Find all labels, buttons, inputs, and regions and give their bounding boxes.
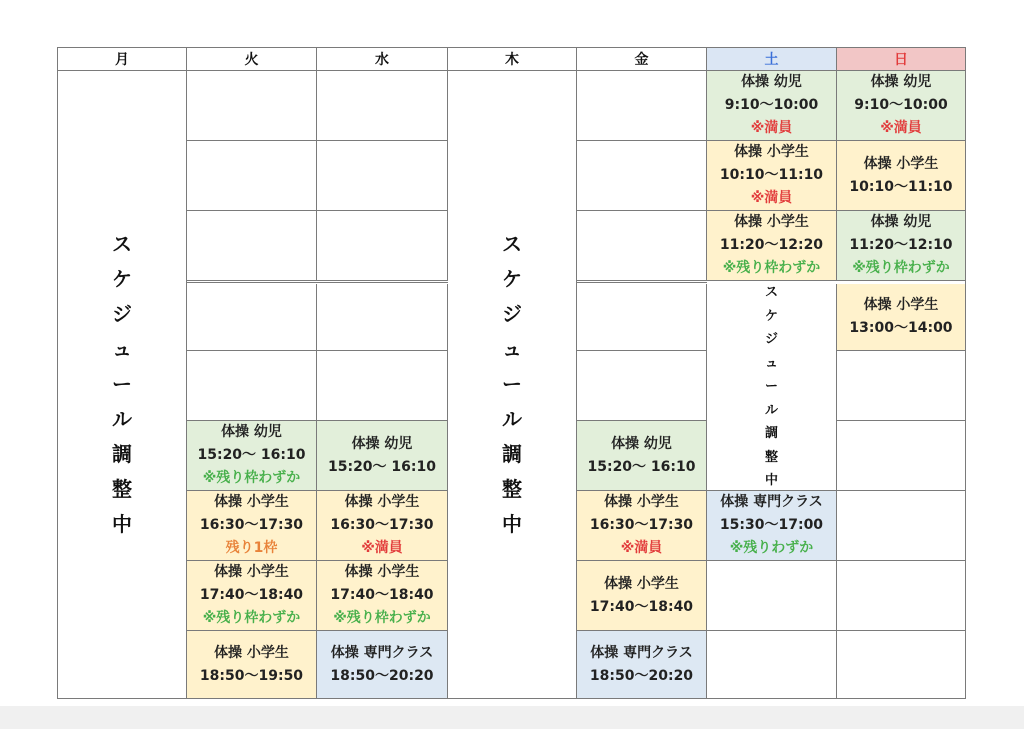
class-time: 15:20～ 16:10	[327, 458, 436, 475]
class-title: 体操 小学生	[863, 155, 939, 172]
wed-empty-slot	[317, 211, 448, 281]
fri-empty-slot	[577, 211, 707, 281]
class-time: 16:30～17:30	[199, 517, 304, 533]
vertical-char: 中	[502, 512, 522, 536]
class-availability: ※残り枠わずか	[333, 610, 431, 626]
vertical-char: 中	[764, 473, 778, 489]
wed-class-cell	[317, 631, 448, 698]
vertical-char: ュ	[764, 355, 778, 371]
section-divider	[577, 280, 707, 283]
vertical-char: 整	[764, 449, 778, 465]
vertical-char: ー	[764, 379, 778, 395]
class-time: 15:20～ 16:10	[587, 458, 696, 475]
wed-class-cell	[317, 561, 448, 631]
class-time: 18:50～19:50	[199, 667, 304, 684]
sun-empty-slot	[837, 561, 965, 631]
fri-class-cell	[577, 491, 707, 561]
wed-empty-slot	[317, 351, 448, 421]
vertical-char: ケ	[502, 267, 522, 291]
class-time: 11:20～12:20	[719, 237, 824, 253]
class-title: 体操 専門クラス	[590, 644, 693, 661]
vertical-char: ケ	[764, 308, 778, 324]
sat-empty-slot	[707, 561, 837, 631]
vertical-char: ュ	[112, 337, 132, 361]
vertical-char: ジ	[112, 302, 132, 326]
class-time: 17:40～18:40	[199, 587, 304, 603]
class-availability: ※残り枠わずか	[202, 470, 301, 486]
fri-empty-slot	[577, 351, 707, 421]
tue-class-cell	[187, 491, 317, 561]
header-tue: 火	[187, 48, 317, 71]
class-time: 15:30～17:00	[719, 517, 824, 533]
class-time: 16:30～17:30	[330, 517, 434, 533]
class-title: 体操 小学生	[734, 144, 809, 160]
vertical-char: ス	[502, 232, 522, 256]
sat-class-cell	[707, 141, 837, 211]
class-title: 体操 幼児	[741, 74, 802, 90]
sat-class-cell	[707, 211, 837, 281]
class-title: 体操 幼児	[870, 74, 932, 90]
tue-class-cell	[187, 631, 317, 698]
vertical-char: 整	[502, 477, 522, 501]
class-time: 18:50～20:20	[589, 667, 694, 684]
vertical-char: ー	[112, 372, 132, 396]
vertical-char: ル	[764, 402, 778, 418]
sun-class-cell	[837, 211, 965, 281]
fri-empty-slot	[577, 71, 707, 141]
class-time: 13:00～14:00	[849, 320, 953, 336]
class-title: 体操 幼児	[611, 435, 672, 452]
wed-empty-slot	[317, 141, 448, 211]
class-title: 体操 専門クラス	[330, 644, 434, 661]
class-availability: ※残り枠わずか	[852, 260, 950, 276]
sun-empty-slot	[837, 351, 965, 421]
wed-class-cell	[317, 491, 448, 561]
tue-empty-slot	[187, 284, 317, 351]
class-availability: ※満員	[750, 190, 793, 206]
sun-class-cell	[837, 141, 965, 211]
header-mon: 月	[58, 48, 187, 71]
mon-column	[58, 71, 187, 698]
tue-empty-slot	[187, 141, 317, 211]
class-title: 体操 小学生	[863, 297, 939, 313]
tue-empty-slot	[187, 71, 317, 141]
vertical-char: 調	[112, 442, 132, 466]
sat-class-cell	[707, 491, 837, 561]
class-time: 11:20～12:10	[849, 237, 953, 253]
class-title: 体操 幼児	[351, 435, 413, 452]
vertical-char: 整	[112, 477, 132, 501]
vertical-char: ケ	[112, 267, 132, 291]
fri-empty-slot	[577, 284, 707, 351]
class-title: 体操 小学生	[344, 564, 420, 580]
mon-schedule-adjusting-label	[58, 71, 186, 698]
sun-empty-slot	[837, 491, 965, 561]
sun-empty-slot	[837, 631, 965, 698]
class-availability: ※残り枠わずか	[722, 260, 821, 276]
class-time: 18:50～20:20	[330, 667, 434, 684]
class-time: 17:40～18:40	[589, 598, 694, 615]
header-wed: 水	[317, 48, 448, 71]
vertical-char: 調	[502, 442, 522, 466]
class-time: 10:10～11:10	[849, 178, 953, 195]
class-availability: ※残り枠わずか	[202, 610, 301, 626]
vertical-char: ジ	[764, 332, 778, 348]
fri-class-cell	[577, 561, 707, 631]
header-thu: 木	[448, 48, 577, 71]
fri-class-cell	[577, 421, 707, 491]
tue-empty-slot	[187, 351, 317, 421]
class-title: 体操 専門クラス	[720, 494, 823, 510]
class-availability: ※満員	[620, 540, 663, 556]
fri-class-cell	[577, 631, 707, 698]
class-availability: ※満員	[880, 120, 922, 136]
class-title: 体操 小学生	[734, 214, 809, 230]
class-availability: 残り1枠	[225, 540, 278, 556]
class-time: 17:40～18:40	[330, 587, 434, 603]
sat-schedule-adjusting-label	[765, 281, 778, 493]
wed-class-cell	[317, 421, 448, 491]
class-title: 体操 小学生	[604, 575, 679, 592]
class-time: 9:10～10:00	[724, 97, 819, 113]
class-title: 体操 小学生	[344, 494, 420, 510]
tue-class-cell	[187, 561, 317, 631]
vertical-char: 中	[112, 512, 132, 536]
class-time: 16:30～17:30	[589, 517, 694, 533]
vertical-char: 調	[764, 426, 778, 442]
fri-empty-slot	[577, 141, 707, 211]
vertical-char: ル	[112, 407, 132, 431]
wed-empty-slot	[317, 71, 448, 141]
thu-schedule-adjusting-label	[448, 71, 576, 698]
class-title: 体操 幼児	[870, 214, 932, 230]
class-time: 10:10～11:10	[719, 167, 824, 183]
vertical-char: ー	[502, 372, 522, 396]
header-sat: 土	[707, 48, 837, 71]
vertical-char: ス	[112, 232, 132, 256]
sun-empty-slot	[837, 421, 965, 491]
sat-schedule-adjusting-cell	[707, 284, 837, 491]
sat-empty-slot	[707, 631, 837, 698]
schedule-table	[57, 47, 966, 699]
class-time: 15:20～ 16:10	[197, 447, 306, 463]
class-title: 体操 小学生	[214, 494, 289, 510]
class-availability: ※満員	[750, 120, 793, 136]
section-divider	[187, 280, 448, 283]
header-sun: 日	[837, 48, 965, 71]
sat-class-cell	[707, 71, 837, 141]
vertical-char: ル	[502, 407, 522, 431]
sun-class-cell	[837, 284, 965, 351]
class-title: 体操 小学生	[214, 564, 289, 580]
class-availability: ※残りわずか	[729, 540, 814, 556]
class-time: 9:10～10:00	[854, 97, 948, 113]
class-title: 体操 小学生	[214, 644, 289, 661]
vertical-char: ス	[764, 285, 778, 301]
tue-class-cell	[187, 421, 317, 491]
vertical-char: ュ	[502, 337, 522, 361]
wed-empty-slot	[317, 284, 448, 351]
sun-class-cell	[837, 71, 965, 141]
header-fri: 金	[577, 48, 707, 71]
class-title: 体操 幼児	[221, 424, 282, 440]
class-availability: ※満員	[361, 540, 403, 556]
vertical-char: ジ	[502, 302, 522, 326]
tue-empty-slot	[187, 211, 317, 281]
thu-column	[448, 71, 577, 698]
class-title: 体操 小学生	[604, 494, 679, 510]
